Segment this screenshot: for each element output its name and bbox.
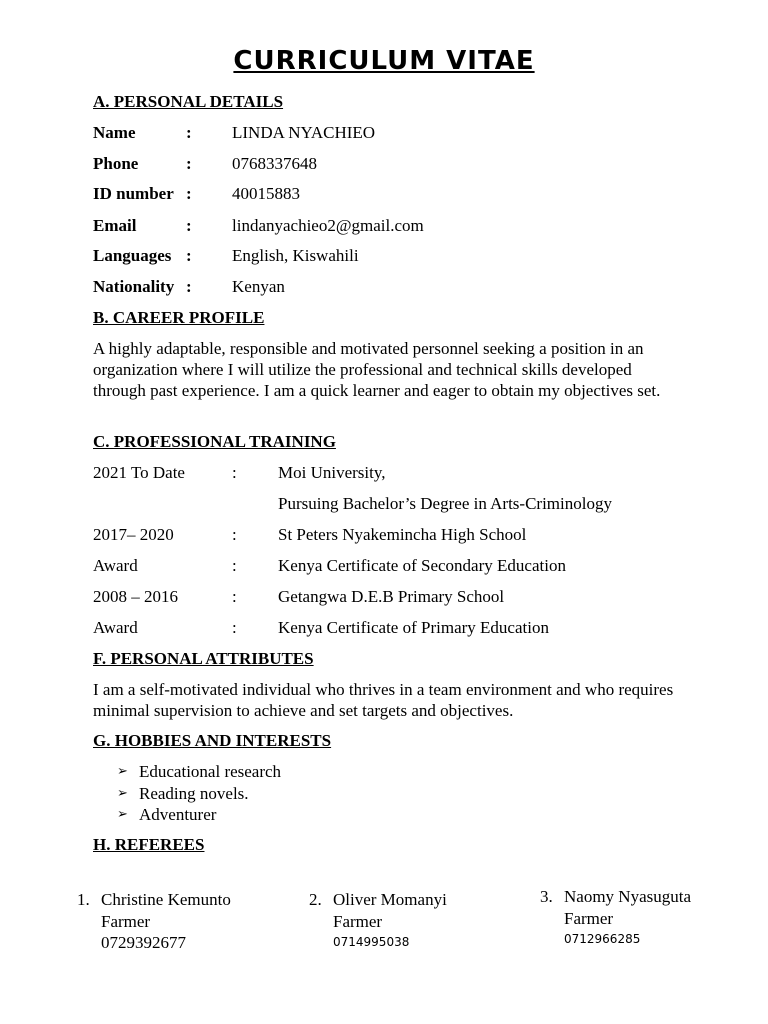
referee-phone: 0729392677 [101,933,186,952]
training-detail: Kenya Certificate of Primary Education [278,618,549,637]
referee-number: 2. [309,890,322,909]
training-date: 2008 – 2016 [93,587,178,606]
value: 0768337648 [232,154,317,173]
referee-occupation: Farmer [564,908,614,928]
referee-phone: 0714995038 [333,935,410,949]
arrowhead-bullet-icon: ➢ [117,785,128,801]
separator: : [232,556,237,575]
training-date: 2017– 2020 [93,525,174,544]
value: lindanyachieo2@gmail.com [232,216,424,235]
label: Email [93,216,137,235]
training-detail: Pursuing Bachelor’s Degree in Arts-Criminology [278,494,612,513]
heading-personal-attributes: F. PERSONAL ATTRIBUTES [93,649,314,668]
label: ID number [93,184,174,203]
referee-number: 1. [77,890,90,909]
value: Kenyan [232,277,285,296]
training-detail: St Peters Nyakemincha High School [278,525,527,544]
personal-attributes-text: I am a self-motivated individual who thrives in a team environment and who requires minimal supervision to achieve and set targets and objectives. [93,680,674,720]
hobby-text: Adventurer [139,805,217,824]
list-item [117,804,281,826]
referee-name: Naomy Nyasuguta [564,887,692,906]
hobby-text: Educational research [139,762,282,781]
list-item [117,761,281,783]
list-item [117,783,281,805]
label: Nationality [93,277,175,296]
separator: : [186,184,192,203]
career-profile-text: A highly adaptable, responsible and motivated personnel seeking a position in an organization where I will utilize the professional and technical skills developed through past experience. I am a quick learner and eager to obtain my objectives set. [93,339,661,400]
separator: : [186,123,192,142]
training-detail: Moi University, [278,463,386,482]
referee-occupation: Farmer [333,911,383,931]
separator: : [232,587,237,606]
hobbies-list [117,761,281,826]
value: English, Kiswahili [232,246,359,265]
heading-career-profile: B. CAREER PROFILE [93,308,265,327]
training-detail: Kenya Certificate of Secondary Education [278,556,566,575]
referee-number: 3. [540,887,553,906]
heading-professional-training: C. PROFESSIONAL TRAINING [93,432,336,451]
value: LINDA NYACHIEO [232,123,376,142]
separator: : [186,216,192,235]
training-date: Award [93,556,138,575]
arrowhead-bullet-icon: ➢ [117,807,128,822]
referee-name: Christine Kemunto [101,890,231,909]
referee-name: Oliver Momanyi [333,890,447,909]
separator: : [186,277,192,296]
label: Languages [93,246,172,265]
heading-personal-details: A. PERSONAL DETAILS [93,92,284,111]
arrowhead-bullet-icon: ➢ [117,764,128,779]
label: Name [93,123,136,142]
training-detail: Getangwa D.E.B Primary School [278,587,505,606]
separator: : [232,463,237,482]
heading-referees: H. REFEREES [93,835,205,854]
separator: : [186,154,192,173]
value: 40015883 [232,184,300,203]
separator: : [232,618,237,637]
hobby-text: Reading novels. [139,783,249,803]
separator: : [232,525,237,544]
referee-phone: 0712966285 [564,932,641,946]
separator: : [186,246,192,265]
training-date: 2021 To Date [93,463,185,482]
heading-hobbies: G. HOBBIES AND INTERESTS [93,731,332,750]
training-date: Award [93,618,138,637]
referee-occupation: Farmer [101,911,151,931]
document-title: CURRICULUM VITAE [233,46,535,76]
label: Phone [93,154,139,173]
